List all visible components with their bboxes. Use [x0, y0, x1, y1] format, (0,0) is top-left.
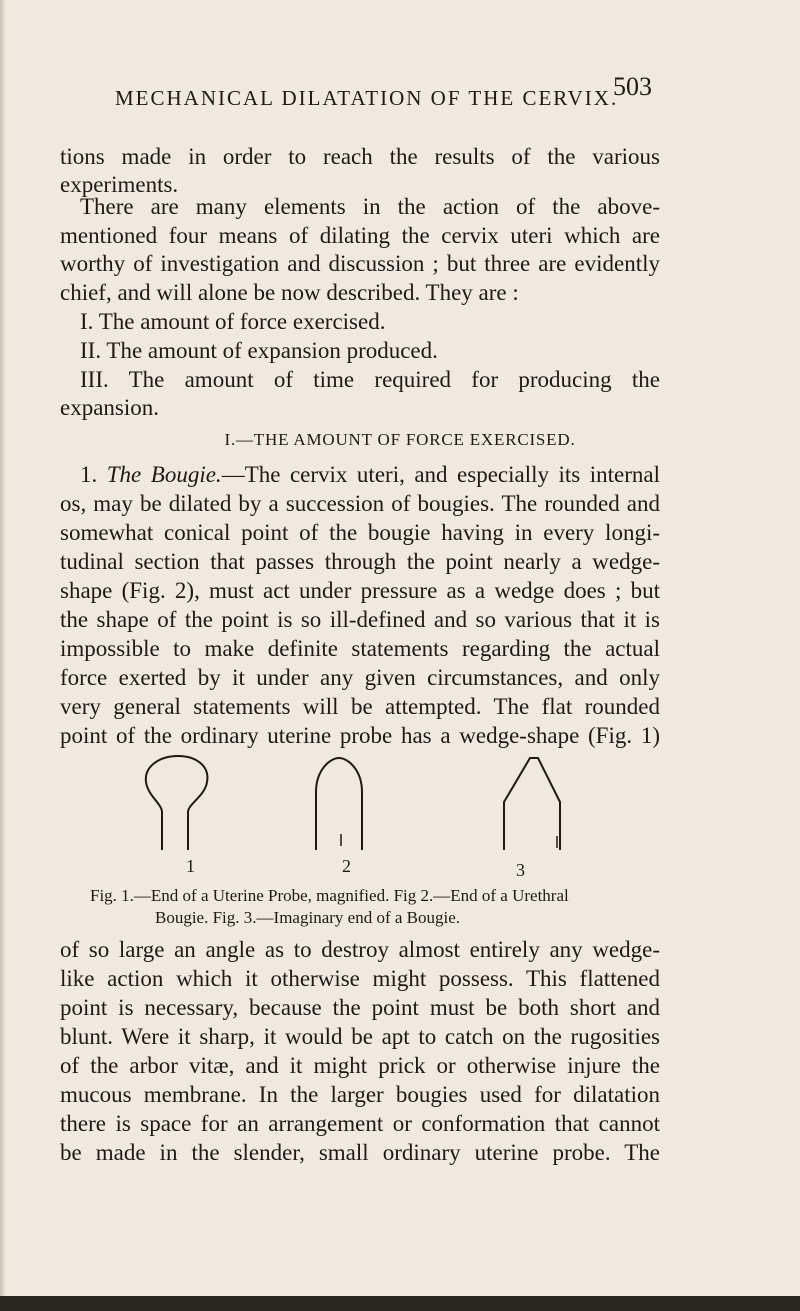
text-line: of the arbor vitæ, and it might prick or otherwise injure the — [60, 1053, 660, 1078]
text-line: shape (Fig. 2), must act under pressure as a wedge does ; but — [60, 578, 660, 603]
text-line: experiments. — [60, 172, 179, 197]
page-spine-shadow — [0, 0, 6, 1311]
figure-drawings — [130, 752, 650, 882]
running-head: MECHANICAL DILATATION OF THE CERVIX. — [115, 86, 619, 110]
text-line: expansion. — [60, 395, 160, 420]
section-heading: I.—THE AMOUNT OF FORCE EXERCISED. — [224, 430, 576, 449]
imaginary-bougie-drawing — [504, 758, 560, 850]
text-line: worthy of investigation and discussion ; but three are evidently — [60, 251, 660, 276]
text-line: the shape of the point is so ill-defined and so various that it is — [60, 607, 660, 632]
text-line: force exerted by it under any given circumstances, and only — [60, 665, 660, 690]
text-line — [80, 460, 660, 490]
page-number: 503 — [613, 72, 652, 101]
figure-label-3: 3 — [516, 860, 525, 880]
text-line: chief, and will alone be now described. They are : — [60, 280, 519, 305]
text-line: mentioned four means of dilating the cervix uteri which are — [60, 223, 660, 248]
figure-label-1: 1 — [186, 856, 195, 876]
lead-number: 1. — [80, 462, 98, 487]
text-line: point of the ordinary uterine probe has a wedge-shape (Fig. 1) — [60, 723, 660, 748]
text-line: tudinal section that passes through the point nearly a wedge- — [60, 549, 660, 574]
list-item: I. The amount of force exercised. — [80, 309, 386, 334]
text-line: os, may be dilated by a succession of bougies. The rounded and — [60, 491, 660, 516]
list-item: II. The amount of expansion produced. — [80, 338, 438, 363]
text-line: impossible to make definite statements regarding the actual — [60, 636, 660, 661]
text-line: mucous membrane. In the larger bougies used for dilatation — [60, 1082, 660, 1107]
scan-bottom-edge — [0, 1296, 800, 1311]
figure-caption-line: Bougie. Fig. 3.—Imaginary end of a Bougie. — [155, 908, 461, 927]
text-line: There are many elements in the action of the above- — [80, 194, 660, 219]
figure-illustration — [130, 752, 650, 882]
text-line: point is necessary, because the point must be both short and — [60, 995, 660, 1020]
figure-caption-line: Fig. 1.—End of a Uterine Probe, magnified. Fig 2.—End of a Urethral — [90, 886, 569, 905]
text-line: like action which it otherwise might possess. This flattened — [60, 966, 660, 991]
figure-label-2: 2 — [342, 856, 351, 876]
text-line: blunt. Were it sharp, it would be apt to catch on the rugosities — [60, 1024, 660, 1049]
text-line: of so large an angle as to destroy almost entirely any wedge- — [60, 937, 660, 962]
text-line: very general statements will be attempted. The flat rounded — [60, 694, 660, 719]
text-line: somewhat conical point of the bougie having in every longi- — [60, 520, 660, 545]
text-run: —The cervix uteri, and especially its internal — [221, 462, 661, 487]
uterine-probe-drawing — [146, 756, 208, 850]
list-item: III. The amount of time required for producing the — [80, 367, 660, 392]
text-line: there is space for an arrangement or conformation that cannot — [60, 1111, 660, 1136]
page-header — [115, 72, 655, 122]
text-line: tions made in order to reach the results of the various — [60, 144, 660, 169]
lead-title: The Bougie. — [106, 462, 222, 487]
urethral-bougie-drawing — [316, 758, 362, 850]
text-line: be made in the slender, small ordinary uterine probe. The — [60, 1140, 660, 1165]
